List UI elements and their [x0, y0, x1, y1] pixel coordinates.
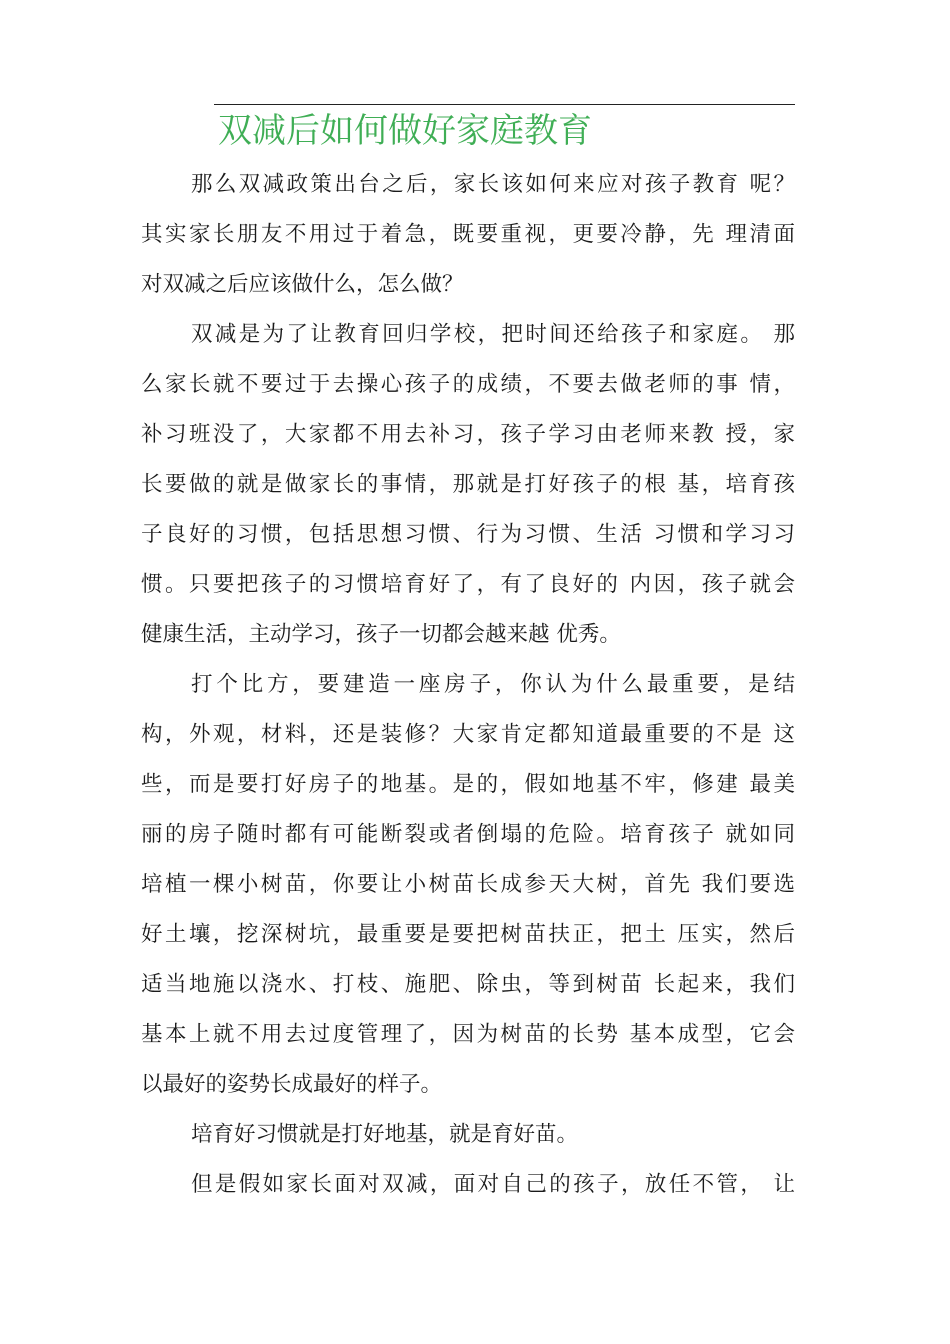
paragraph [141, 660, 795, 1110]
text-line: 补习班没了，大家都不用去补习，孩子学习由老师来教 授，家 [141, 422, 795, 447]
text-line: 丽的房子随时都有可能断裂或者倒塌的危险。培育孩子 就如同 [141, 822, 795, 847]
text-line: 健康生活，主动学习，孩子一切都会越来越 优秀。 [141, 622, 621, 647]
text-line: 构，外观，材料，还是装修？大家肯定都知道最重要的不是 这 [141, 722, 795, 747]
text-line: 么家长就不要过于去操心孩子的成绩，不要去做老师的事 情， [141, 372, 795, 397]
text-line: 子良好的习惯，包括思想习惯、行为习惯、生活 习惯和学习习 [141, 522, 795, 547]
text-line: 惯。只要把孩子的习惯培育好了，有了良好的 内因，孩子就会 [141, 572, 795, 597]
text-line: 打个比方，要建造一座房子，你认为什么最重要，是结 [191, 672, 795, 697]
text-line: 些，而是要打好房子的地基。是的，假如地基不牢，修建 最美 [141, 772, 795, 797]
text-line: 双减是为了让教育回归学校，把时间还给孩子和家庭。 那 [191, 322, 795, 347]
paragraph [141, 1110, 795, 1160]
text-line: 其实家长朋友不用过于着急，既要重视，更要冷静，先 理清面 [141, 222, 795, 247]
paragraph [141, 1160, 795, 1210]
text-line: 但是假如家长面对双减，面对自己的孩子，放任不管， 让 [191, 1172, 795, 1197]
header-rule [214, 104, 795, 105]
document-title: 双减后如何做好家庭教育 [218, 111, 592, 151]
text-line: 培育好习惯就是打好地基，就是育好苗。 [191, 1122, 579, 1147]
text-line: 长要做的就是做家长的事情，那就是打好孩子的根 基，培育孩 [141, 472, 795, 497]
text-line: 适当地施以浇水、打枝、施肥、除虫，等到树苗 长起来，我们 [141, 972, 795, 997]
text-line: 以最好的姿势长成最好的样子。 [141, 1072, 443, 1097]
paragraph [141, 160, 795, 310]
text-line: 培植一棵小树苗，你要让小树苗长成参天大树，首先 我们要选 [141, 872, 795, 897]
text-line: 基本上就不用去过度管理了，因为树苗的长势 基本成型，它会 [141, 1022, 795, 1047]
document-body [141, 160, 795, 1210]
paragraph [141, 310, 795, 660]
text-line: 好土壤，挖深树坑，最重要是要把树苗扶正，把土 压实，然后 [141, 922, 795, 947]
text-line: 对双减之后应该做什么，怎么做？ [141, 272, 464, 297]
text-line: 那么双减政策出台之后，家长该如何来应对孩子教育 呢？ [191, 172, 795, 197]
